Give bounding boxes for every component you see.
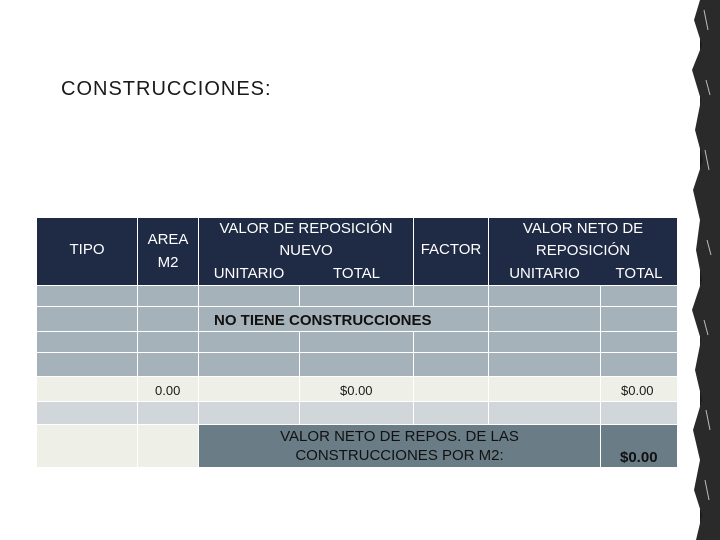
table-row-cell [138,402,198,424]
header-valor-neto-line2: REPOSICIÓN [535,242,631,259]
header-area-line1: AREA [147,231,189,248]
table-row-cell [138,425,198,467]
table-row-cell [300,353,413,376]
table-row-cell [138,353,198,376]
header-area-line2: M2 [157,254,179,271]
header-valor-neto-line1: VALOR NETO DE [522,220,644,237]
header-neto-total: TOTAL [615,265,663,282]
header-area-cell [138,218,198,285]
header-unitario: UNITARIO [213,265,285,282]
table-row-cell [601,307,677,331]
table-row-cell [37,332,137,352]
table-row-cell [414,332,488,352]
header-neto-unitario: UNITARIO [509,265,580,282]
table-row-cell [199,402,299,424]
table-row-cell [138,286,198,306]
table-row-cell [37,286,137,306]
table-row-cell [601,286,677,306]
table-row-cell [37,353,137,376]
summary-label-line2: CONSTRUCCIONES POR M2: [295,447,504,464]
header-factor: FACTOR [420,241,482,258]
table-row-cell [37,307,137,331]
table-row-cell [37,402,137,424]
table-row-cell [37,377,137,401]
table-row-cell [489,307,600,331]
table-row-cell [199,332,299,352]
totals-area-value: 0.00 [155,383,181,398]
totals-neto-value: $0.00 [621,383,654,398]
summary-value: $0.00 [620,449,658,466]
table-row-cell [489,332,600,352]
table-row-cell [489,377,600,401]
table-row-cell [199,286,299,306]
no-construcciones-text: NO TIENE CONSTRUCCIONES [214,312,432,329]
header-tipo: TIPO [69,241,105,258]
table-row-cell [37,425,137,467]
summary-label-line1: VALOR NETO DE REPOS. DE LAS [280,428,519,445]
table-row-cell [489,353,600,376]
table-row-cell [601,332,677,352]
table-row-cell [138,307,198,331]
table-row-cell [414,353,488,376]
table-row-cell [489,402,600,424]
table-row-cell [138,332,198,352]
page-title: CONSTRUCCIONES: [61,78,272,100]
header-total: TOTAL [333,265,380,282]
table-row-cell [489,286,600,306]
totals-valor-value: $0.00 [340,383,373,398]
table-row-cell [414,377,488,401]
decorative-torn-edge [680,0,720,540]
table-row-cell [300,332,413,352]
table-row-cell [414,286,488,306]
table-row-cell [601,402,677,424]
table-row-cell [199,377,299,401]
table-row-cell [601,353,677,376]
table-row-cell [300,402,413,424]
table-row-cell [300,286,413,306]
header-valor-repos-line2: NUEVO [279,242,333,259]
header-valor-repos-line1: VALOR DE REPOSICIÓN [219,220,393,237]
table-row-cell [199,353,299,376]
table-row-cell [414,402,488,424]
